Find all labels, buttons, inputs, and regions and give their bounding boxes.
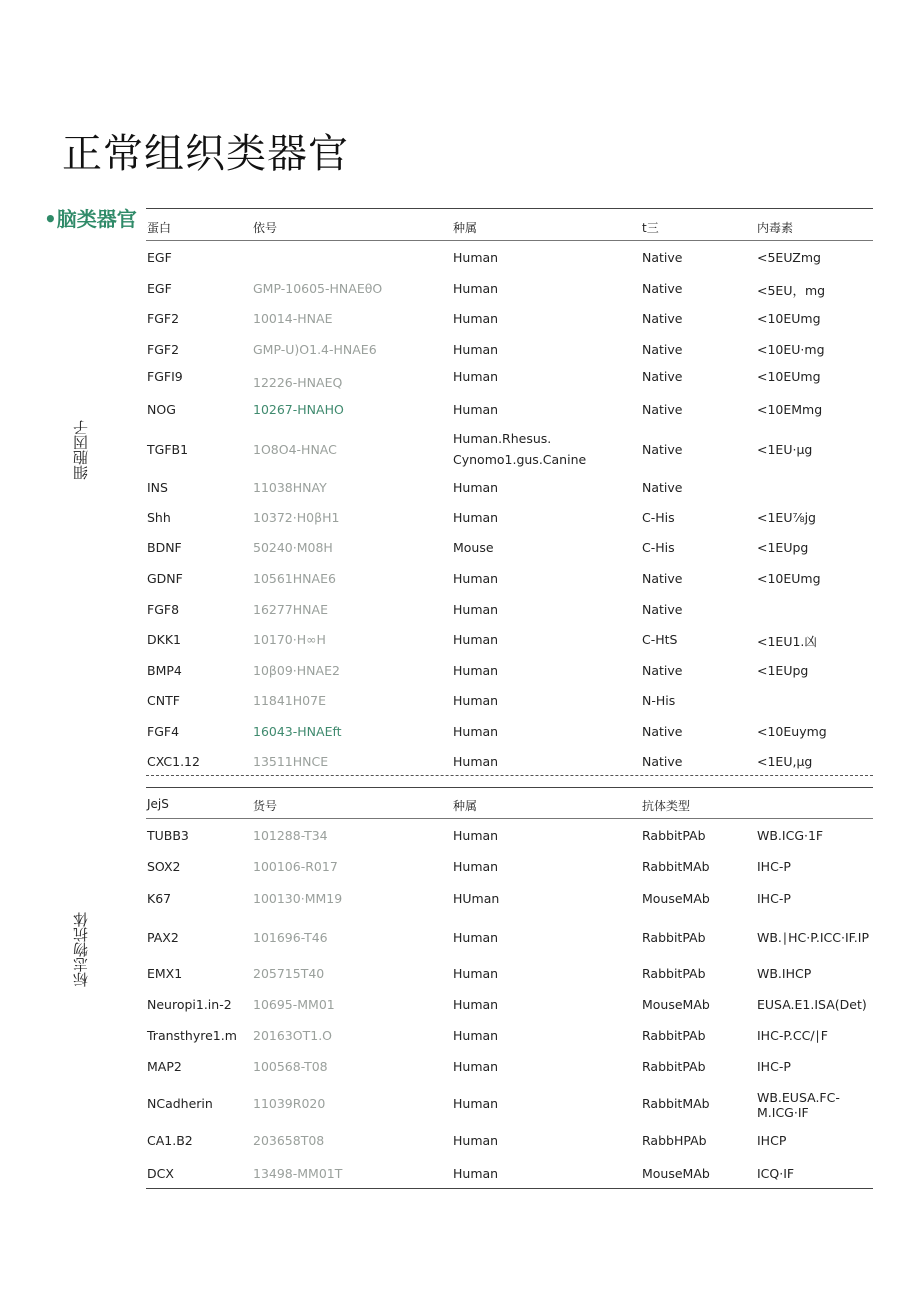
cell-application: IHCP bbox=[757, 1133, 787, 1148]
header-species: 种属 bbox=[453, 221, 478, 235]
cell-species: HUman bbox=[453, 891, 500, 906]
cell-catalog: 11038HNAY bbox=[253, 480, 327, 495]
cell-catalog: 10β09·HNAE2 bbox=[253, 663, 340, 678]
cell-catalog: 16043-HNAEft bbox=[253, 724, 342, 739]
header-species: 种属 bbox=[453, 799, 478, 813]
cell-target: NCadherin bbox=[147, 1096, 213, 1111]
cell-species: Human bbox=[453, 632, 499, 647]
cell-endotoxin: <10EU·mg bbox=[757, 342, 825, 357]
cell-application: WB.ICG·1F bbox=[757, 828, 824, 843]
cell-species: Human bbox=[453, 930, 499, 945]
cell-species: Human bbox=[453, 724, 499, 739]
cell-species: Human bbox=[453, 311, 499, 326]
cell-application: WB.EUSA.FC-M.ICG·IF bbox=[757, 1090, 840, 1120]
cell-catalog: 10014-HNAE bbox=[253, 311, 333, 326]
cell-species: Human bbox=[453, 754, 499, 769]
cell-tag: Native bbox=[642, 250, 683, 265]
cell-application: ICQ·IF bbox=[757, 1166, 795, 1181]
cell-catalog: 100106-R017 bbox=[253, 859, 338, 874]
cell-catalog: 100568-T08 bbox=[253, 1059, 328, 1074]
cell-target: SOX2 bbox=[147, 859, 181, 874]
cell-application: WB.IHCP bbox=[757, 966, 812, 981]
cell-protein: Shh bbox=[147, 510, 171, 525]
cell-species: Human bbox=[453, 828, 499, 843]
cell-antibody-type: RabbitMAb bbox=[642, 859, 710, 874]
cell-species: Human bbox=[453, 571, 499, 586]
header-protein: 蛋白 bbox=[147, 221, 172, 235]
cell-catalog: 10372·H0βH1 bbox=[253, 510, 340, 525]
cell-catalog: 10561HNAE6 bbox=[253, 571, 336, 586]
cell-endotoxin: <1EU,μg bbox=[757, 754, 813, 769]
cell-antibody-type: RabbitPAb bbox=[642, 828, 706, 843]
cell-catalog: 16277HNAE bbox=[253, 602, 328, 617]
header-tag: t三 bbox=[642, 221, 659, 235]
header-antibody-type: 抗体类型 bbox=[642, 799, 691, 813]
cell-protein: DKK1 bbox=[147, 632, 181, 647]
cell-tag: N-His bbox=[642, 693, 676, 708]
cell-catalog: GMP-U)O1.4-HNAE6 bbox=[253, 342, 377, 357]
side-label-marker-antibodies: 标志物抗体 bbox=[72, 912, 90, 987]
table2-top-rule bbox=[146, 787, 873, 788]
cell-catalog: 13498-MM01T bbox=[253, 1166, 343, 1181]
cell-catalog: GMP-10605-HNAEθO bbox=[253, 281, 383, 296]
cell-catalog: 1O8O4-HNAC bbox=[253, 442, 337, 457]
cell-antibody-type: MouseMAb bbox=[642, 997, 710, 1012]
cell-endotoxin: <1EUpg bbox=[757, 663, 809, 678]
cell-antibody-type: RabbHPAb bbox=[642, 1133, 707, 1148]
table2-bottom-rule bbox=[146, 1188, 873, 1189]
cell-species: Human bbox=[453, 1028, 499, 1043]
cell-protein: FGFI9 bbox=[147, 369, 183, 384]
cell-target: CA1.B2 bbox=[147, 1133, 193, 1148]
cell-endotoxin: <1EUpg bbox=[757, 540, 809, 555]
cell-tag: Native bbox=[642, 342, 683, 357]
cell-target: EMX1 bbox=[147, 966, 183, 981]
cell-catalog: 10170·H∞H bbox=[253, 632, 326, 647]
cell-protein: BMP4 bbox=[147, 663, 182, 678]
cell-species: Human bbox=[453, 693, 499, 708]
cell-catalog: 10267-HNAHO bbox=[253, 402, 344, 417]
cell-catalog: 11039R020 bbox=[253, 1096, 326, 1111]
cell-endotoxin: <10EMmg bbox=[757, 402, 823, 417]
cell-catalog: 101696-T46 bbox=[253, 930, 328, 945]
cell-protein: BDNF bbox=[147, 540, 182, 555]
cell-target: MAP2 bbox=[147, 1059, 182, 1074]
cell-catalog: 12226-HNAEQ bbox=[253, 375, 343, 390]
cell-species: Human bbox=[453, 859, 499, 874]
side-label-cytokines: 细胞因子 bbox=[72, 420, 90, 480]
cell-tag: Native bbox=[642, 442, 683, 457]
cell-endotoxin: <10EUmg bbox=[757, 369, 821, 384]
cell-catalog: 13511HNCE bbox=[253, 754, 329, 769]
cell-target: Transthyre1.m bbox=[147, 1028, 237, 1043]
cell-species: Human bbox=[453, 1059, 499, 1074]
cell-species: Human bbox=[453, 281, 499, 296]
cell-antibody-type: RabbitMAb bbox=[642, 1096, 710, 1111]
cell-catalog: 10695-MM01 bbox=[253, 997, 335, 1012]
cell-tag: Native bbox=[642, 571, 683, 586]
cell-catalog: 203658T08 bbox=[253, 1133, 325, 1148]
cell-protein: CNTF bbox=[147, 693, 180, 708]
cell-tag: Native bbox=[642, 402, 683, 417]
cell-catalog: 20163OT1.O bbox=[253, 1028, 333, 1043]
cell-protein: TGFB1 bbox=[147, 442, 189, 457]
cell-antibody-type: MouseMAb bbox=[642, 1166, 710, 1181]
cell-protein: FGF8 bbox=[147, 602, 180, 617]
cell-target: K67 bbox=[147, 891, 172, 906]
cell-endotoxin: <1EU1.凶 bbox=[757, 634, 817, 649]
cell-protein: GDNF bbox=[147, 571, 183, 586]
cell-protein: CXC1.12 bbox=[147, 754, 200, 769]
cell-species: Mouse bbox=[453, 540, 494, 555]
header-catalog: 货号 bbox=[253, 799, 278, 813]
header-endotoxin: 内毒素 bbox=[757, 221, 794, 235]
cell-tag: C-HtS bbox=[642, 632, 678, 647]
cell-tag: Native bbox=[642, 281, 683, 296]
cell-endotoxin: <5EU，mg bbox=[757, 283, 826, 298]
cell-catalog: 205715T40 bbox=[253, 966, 325, 981]
table1-header-rule bbox=[146, 240, 873, 241]
cell-catalog: 50240·M08H bbox=[253, 540, 333, 555]
cell-target: PAX2 bbox=[147, 930, 179, 945]
cell-protein: NOG bbox=[147, 402, 176, 417]
cell-protein: EGF bbox=[147, 250, 172, 265]
table1-bottom-rule bbox=[146, 775, 873, 776]
cell-species: Human bbox=[453, 480, 499, 495]
header-catalog: 依号 bbox=[253, 221, 278, 235]
cell-species: Human bbox=[453, 966, 499, 981]
cell-endotoxin: <10Euymg bbox=[757, 724, 827, 739]
cell-antibody-type: RabbitPAb bbox=[642, 1059, 706, 1074]
cell-endotoxin: <10EUmg bbox=[757, 311, 821, 326]
cell-species: Human.Rhesus. Cynomo1.gus.Canine bbox=[453, 431, 587, 467]
cell-tag: Native bbox=[642, 480, 683, 495]
cell-tag: Native bbox=[642, 724, 683, 739]
cell-antibody-type: RabbitPAb bbox=[642, 930, 706, 945]
cell-species: Human bbox=[453, 1096, 499, 1111]
cell-endotoxin: <10EUmg bbox=[757, 571, 821, 586]
cell-endotoxin: <1EU⅞jg bbox=[757, 510, 816, 525]
cell-species: Human bbox=[453, 1133, 499, 1148]
cell-tag: Native bbox=[642, 663, 683, 678]
cell-target: Neuropi1.in-2 bbox=[147, 997, 232, 1012]
cell-tag: Native bbox=[642, 602, 683, 617]
cell-tag: Native bbox=[642, 754, 683, 769]
cell-antibody-type: MouseMAb bbox=[642, 891, 710, 906]
cell-species: Human bbox=[453, 663, 499, 678]
cell-protein: INS bbox=[147, 480, 168, 495]
cell-protein: FGF2 bbox=[147, 311, 180, 326]
cell-tag: C-His bbox=[642, 510, 675, 525]
cell-application: WB.∣HC·P.ICC·IF.IP bbox=[757, 930, 870, 945]
cell-application: IHC-P bbox=[757, 859, 791, 874]
table1-top-rule bbox=[146, 208, 873, 209]
cell-species: Human bbox=[453, 402, 499, 417]
table2-header-rule bbox=[146, 818, 873, 819]
cell-catalog: 100130·MM19 bbox=[253, 891, 343, 906]
cell-catalog: 101288-T34 bbox=[253, 828, 328, 843]
cell-protein: FGF2 bbox=[147, 342, 180, 357]
cell-target: DCX bbox=[147, 1166, 174, 1181]
cell-application: IHC-P bbox=[757, 891, 791, 906]
cell-antibody-type: RabbitPAb bbox=[642, 966, 706, 981]
cell-catalog: 11841H07E bbox=[253, 693, 326, 708]
cell-species: Human bbox=[453, 1166, 499, 1181]
cell-antibody-type: RabbitPAb bbox=[642, 1028, 706, 1043]
cell-species: Human bbox=[453, 369, 499, 384]
cell-protein: EGF bbox=[147, 281, 172, 296]
cell-species: Human bbox=[453, 602, 499, 617]
cell-species: Human bbox=[453, 342, 499, 357]
cell-target: TUBB3 bbox=[147, 828, 189, 843]
cell-application: IHC-P.CC∕∣F bbox=[757, 1028, 828, 1043]
cell-application: IHC-P bbox=[757, 1059, 791, 1074]
cell-species: Human bbox=[453, 510, 499, 525]
cell-endotoxin: <1EU·μg bbox=[757, 442, 813, 457]
cell-endotoxin: <5EUZmg bbox=[757, 250, 821, 265]
section-title: •脑类器官 bbox=[44, 207, 137, 231]
cell-species: Human bbox=[453, 997, 499, 1012]
cell-tag: Native bbox=[642, 311, 683, 326]
cell-species: Human bbox=[453, 250, 499, 265]
cell-tag: C-His bbox=[642, 540, 675, 555]
cell-tag: Native bbox=[642, 369, 683, 384]
cell-application: EUSA.E1.ISA(Det) bbox=[757, 997, 867, 1012]
header-target: JejS bbox=[147, 797, 169, 811]
page-title: 正常组织类器官 bbox=[62, 131, 349, 177]
cell-protein: FGF4 bbox=[147, 724, 180, 739]
